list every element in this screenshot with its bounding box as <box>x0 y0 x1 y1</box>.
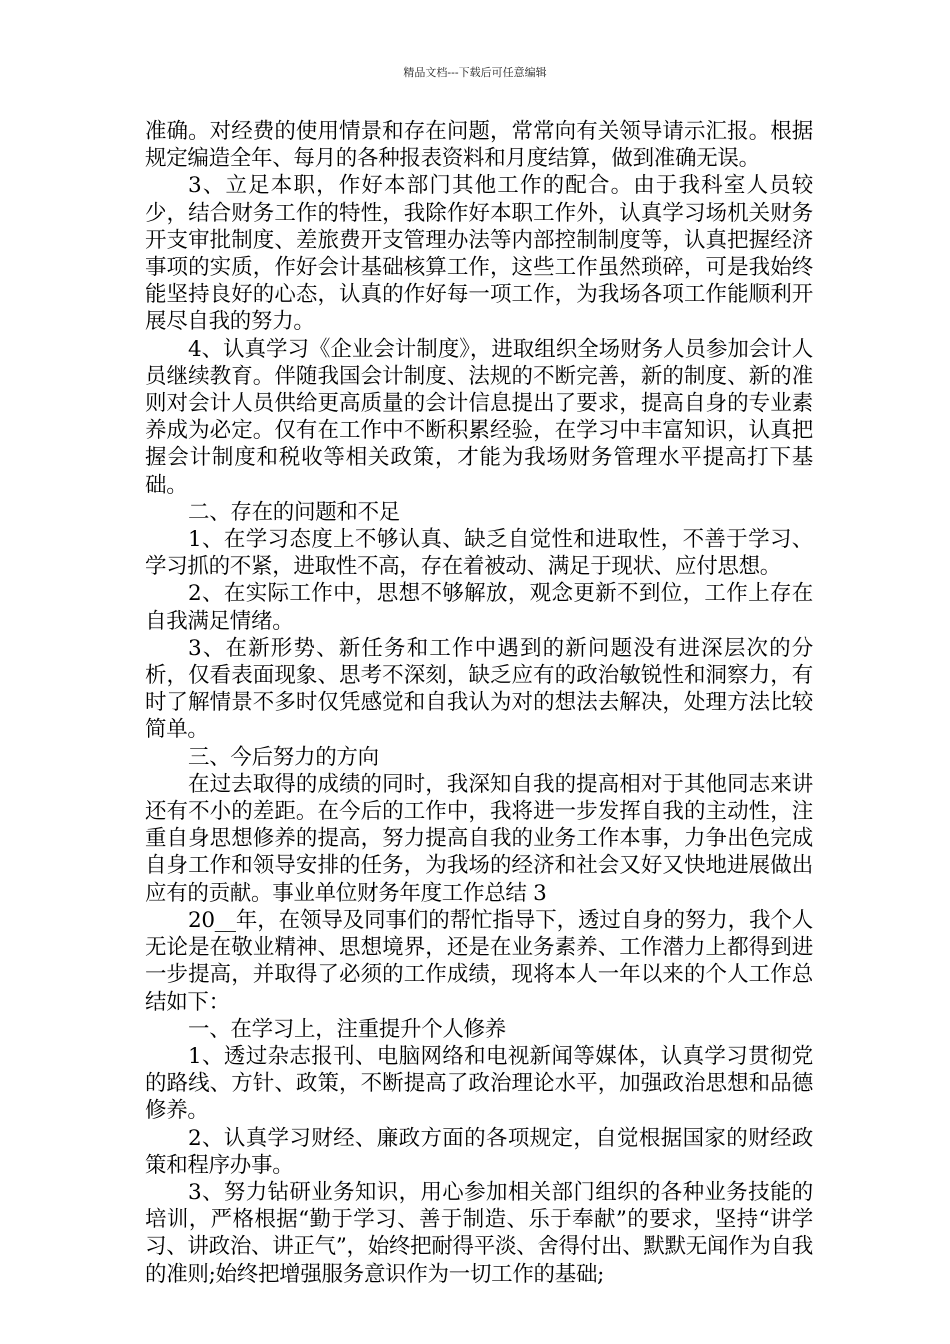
paragraph-10: 20__年，在领导及同事们的帮忙指导下，透过自身的努力，我个人无论是在敬业精神、思想境界，还是在业务素养、工作潜力上都得到进一步提高，并取得了必须的工作成绩，现将本人一年以来的个人工作总结如下： <box>145 907 813 1015</box>
paragraph-2: 3、立足本职，作好本部门其他工作的配合。由于我科室人员较少，结合财务工作的特性，我除作好本职工作外，认真学习场机关财务开支审批制度、差旅费开支管理办法等内部控制制度等，认真把握经济事项的实质，作好会计基础核算工作，这些工作虽然琐碎，可是我始终能坚持良好的心态，认真的作好每一项工作，为我场各项工作能顺利开展尽自我的努力。 <box>145 173 813 335</box>
paragraph-7: 3、在新形势、新任务和工作中遇到的新问题没有进深层次的分析，仅看表面现象、思考不深刻，缺乏应有的政治敏锐性和洞察力，有时了解情景不多时仅凭感觉和自我认为对的想法去解决，处理方法比较简单。 <box>145 635 813 743</box>
page-header: 精品文档---下载后可任意编辑 <box>403 66 547 79</box>
document-body <box>145 118 813 1288</box>
paragraph-5: 1、在学习态度上不够认真、缺乏自觉性和进取性，不善于学习、学习抓的不紧，进取性不高，存在着被动、满足于现状、应付思想。 <box>145 527 813 580</box>
paragraph-6: 2、在实际工作中，思想不够解放，观念更新不到位，工作上存在自我满足情绪。 <box>145 581 813 634</box>
section-heading-1: 一、在学习上，注重提升个人修养 <box>188 1016 507 1042</box>
paragraph-12: 1、透过杂志报刊、电脑网络和电视新闻等媒体，认真学习贯彻党的路线、方针、政策，不断提高了政治理论水平，加强政治思想和品德修养。 <box>145 1043 813 1124</box>
section-heading-2: 二、存在的问题和不足 <box>188 499 401 525</box>
paragraph-13: 2、认真学习财经、廉政方面的各项规定，自觉根据国家的财经政策和程序办事。 <box>145 1125 813 1178</box>
paragraph-9: 在过去取得的成绩的同时，我深知自我的提高相对于其他同志来讲还有不小的差距。在今后的工作中，我将进一步发挥自我的主动性，注重自身思想修养的提高，努力提高自我的业务工作本事，力争出色完成自身工作和领导安排的任务，为我场的经济和社会又好又快地进展做出应有的贡献。事业单位财务年度工作总结 3 <box>145 771 813 906</box>
section-heading-3: 三、今后努力的方向 <box>188 744 379 770</box>
paragraph-14: 3、努力钻研业务知识，用心参加相关部门组织的各种业务技能的培训，严格根据“勤于学习、善于制造、乐于奉献”的要求，坚持“讲学习、讲政治、讲正气”，始终把耐得平淡、舍得付出、默默无闻作为自我的准则;始终把增强服务意识作为一切工作的基础; <box>145 1179 813 1287</box>
paragraph-1: 准确。对经费的使用情景和存在问题，常常向有关领导请示汇报。根据规定编造全年、每月的各种报表资料和月度结算，做到准确无误。 <box>145 119 813 172</box>
paragraph-3: 4、认真学习《企业会计制度》，进取组织全场财务人员参加会计人员继续教育。伴随我国会计制度、法规的不断完善，新的制度、新的准则对会计人员供给更高质量的会计信息提出了要求，提高自身的专业素养成为必定。仅有在工作中不断积累经验，在学习中丰富知识，认真把握会计制度和税收等相关政策，才能为我场财务管理水平提高打下基础。 <box>145 336 813 498</box>
